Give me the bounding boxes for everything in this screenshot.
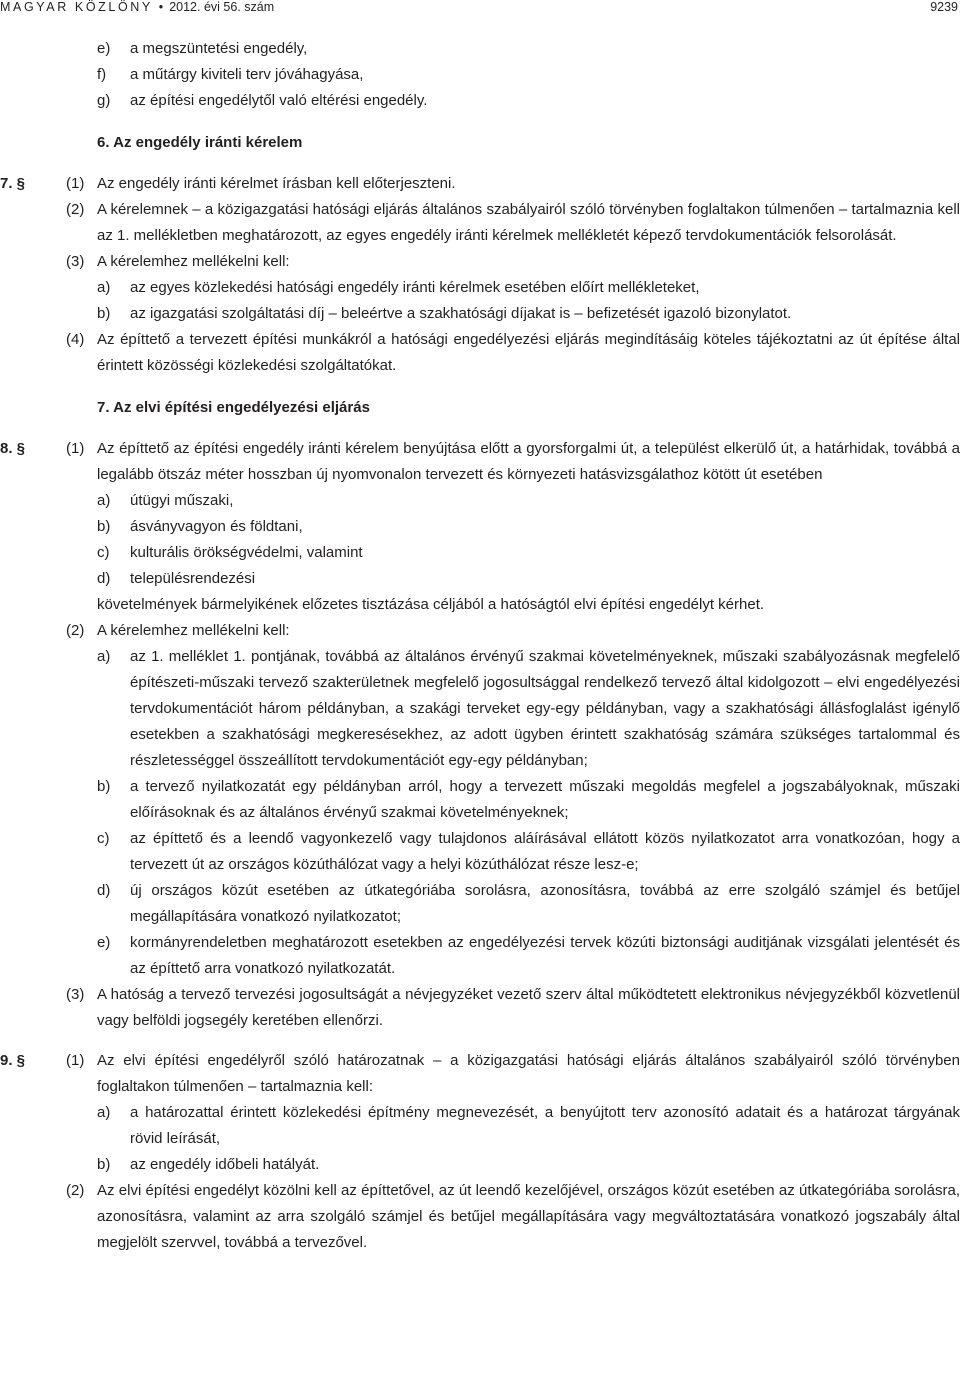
paragraph: (3) A kérelemhez mellékelni kell: (66, 253, 290, 270)
paragraph: (2) A kérelemnek – a közigazgatási hatósági eljárás általános szabályairól szóló törvényben foglaltakon túlmenően – tartalmaznia kell az 1. mellékletben meghatározott, az egyes engedély iránti kérelmek mellékletét képező tervdokumentációk felsorolását. (66, 201, 960, 244)
list-item: a) a határozattal érintett közlekedési építmény megnevezését, a benyújtott terv azonosító adatait és a határozat tárgyának rövid leírását, (97, 1104, 960, 1147)
section-heading: 7. Az elvi építési engedélyezési eljárás (97, 399, 370, 416)
list-item: d) településrendezési (97, 570, 256, 587)
paragraph: (4) Az építtető a tervezett építési munkákról a hatósági engedélyezési eljárás megindításáig köteles tájékoztatni az út építése által érintett közösségi közlekedési szolgáltatókat. (66, 331, 960, 374)
list-item: a) az egyes közlekedési hatósági engedély iránti kérelmek esetében előírt mellékleteket, (97, 279, 700, 296)
paragraph: (2) A kérelemhez mellékelni kell: (66, 622, 290, 639)
section-number: 9. § (0, 1052, 26, 1069)
section-number: 7. § (0, 175, 26, 192)
list-item: e) a megszüntetési engedély, (97, 40, 308, 57)
list-item: c) kulturális örökségvédelmi, valamint (97, 544, 363, 561)
running-title (0, 0, 274, 14)
list-item: b) a tervező nyilatkozatát egy példányban arról, hogy a tervezett műszaki megoldás megfelel a jogszabályoknak, műszaki előírásoknak és az általános érvényű szakmai követelményeknek; (97, 778, 960, 821)
list-item: b) ásványvagyon és földtani, (97, 518, 303, 535)
list-item: e) kormányrendeletben meghatározott esetekben az engedélyezési tervek közúti biztonsági auditjának vizsgálati jelentését és az építtető arra vonatkozó nyilatkozatát. (97, 934, 960, 977)
publication-title: MAGYAR KÖZLÖNY (0, 0, 153, 14)
page-number: 9239 (930, 0, 958, 14)
list-item: c) az építtető és a leendő vagyonkezelő vagy tulajdonos aláírásával ellátott közös nyilatkozatot arra vonatkozóan, hogy a tervezett út az országos közúthálózat vagy a helyi közúthálózat része lesz-e; (97, 830, 960, 873)
list-item: f) a műtárgy kiviteli terv jóváhagyása, (97, 66, 364, 83)
document-body (0, 36, 960, 1256)
list-item: d) új országos közút esetében az útkategóriába sorolásra, azonosításra, továbbá az erre szolgáló számjel és betűjel megállapítására vonatkozó nyilatkozatot; (97, 882, 960, 925)
section-number: 8. § (0, 440, 26, 457)
page-header (0, 0, 960, 16)
list-item: g) az építési engedélytől való eltérési engedély. (97, 92, 428, 109)
paragraph: (2) Az elvi építési engedélyt közölni kell az építtetővel, az út leendő kezelőjével, országos közút esetében az útkategóriába sorolásra, azonosításra, valamint az arra szolgáló számjel és betűjel megállapítására vagy megváltoztatására vonatkozó jogszabály által megjelölt szervvel, továbbá a tervezővel. (66, 1182, 960, 1251)
paragraph: 7. § (1) Az engedély iránti kérelmet írásban kell előterjeszteni. (0, 171, 960, 197)
paragraph: (3) A hatóság a tervező tervezési jogosultságát a névjegyzéket vezető szerv által működtetett elektronikus névjegyzékből közvetlenül vagy belföldi jogsegély keretében ellenőrzi. (66, 986, 960, 1029)
section-heading: 6. Az engedély iránti kérelem (97, 134, 303, 151)
paragraph-closing: követelmények bármelyikének előzetes tisztázása céljából a hatóságtól elvi építési engedélyt kérhet. (97, 596, 765, 613)
list-item: b) az igazgatási szolgáltatási díj – beleértve a szakhatósági díjakat is – befizetését igazoló bizonylatot. (97, 305, 792, 322)
paragraph: 9. § (1) Az elvi építési engedélyről szóló határozatnak – a közigazgatási hatósági eljárás általános szabályairól szóló törvényben foglaltakon túlmenően – tartalmaznia kell: (0, 1048, 960, 1100)
bullet-separator: • (158, 0, 164, 14)
list-item: b) az engedély időbeli hatályát. (97, 1156, 320, 1173)
list-item: a) az 1. melléklet 1. pontjának, továbbá az általános érvényű szakmai követelményeknek, műszaki szabályozásnak megfelelő építészeti-műszaki tervező szakterületnek megfelelő jogosultsággal rendelkező tervező által kidolgozott – elvi engedélyezési tervdokumentációt három példányban, a szakági terveket egy-egy példányban, vagy a szakhatósági állásfoglalást igénylő esetekben a szakhatósági megkeresésekhez, az adott ügyben érintett szakhatóság számára szükséges tartalommal és részletességgel összeállított tervdokumentációt egy-egy példányban; (97, 648, 960, 769)
paragraph: 8. § (1) Az építtető az építési engedély iránti kérelem benyújtása előtt a gyorsforgalmi út, a települést elkerülő út, a határhidak, továbbá a legalább ötszáz méter hosszban új nyomvonalon tervezett és környezeti hatásvizsgálathoz kötött út esetében (0, 436, 960, 488)
issue-label: 2012. évi 56. szám (169, 0, 275, 14)
list-item: a) útügyi műszaki, (97, 492, 234, 509)
